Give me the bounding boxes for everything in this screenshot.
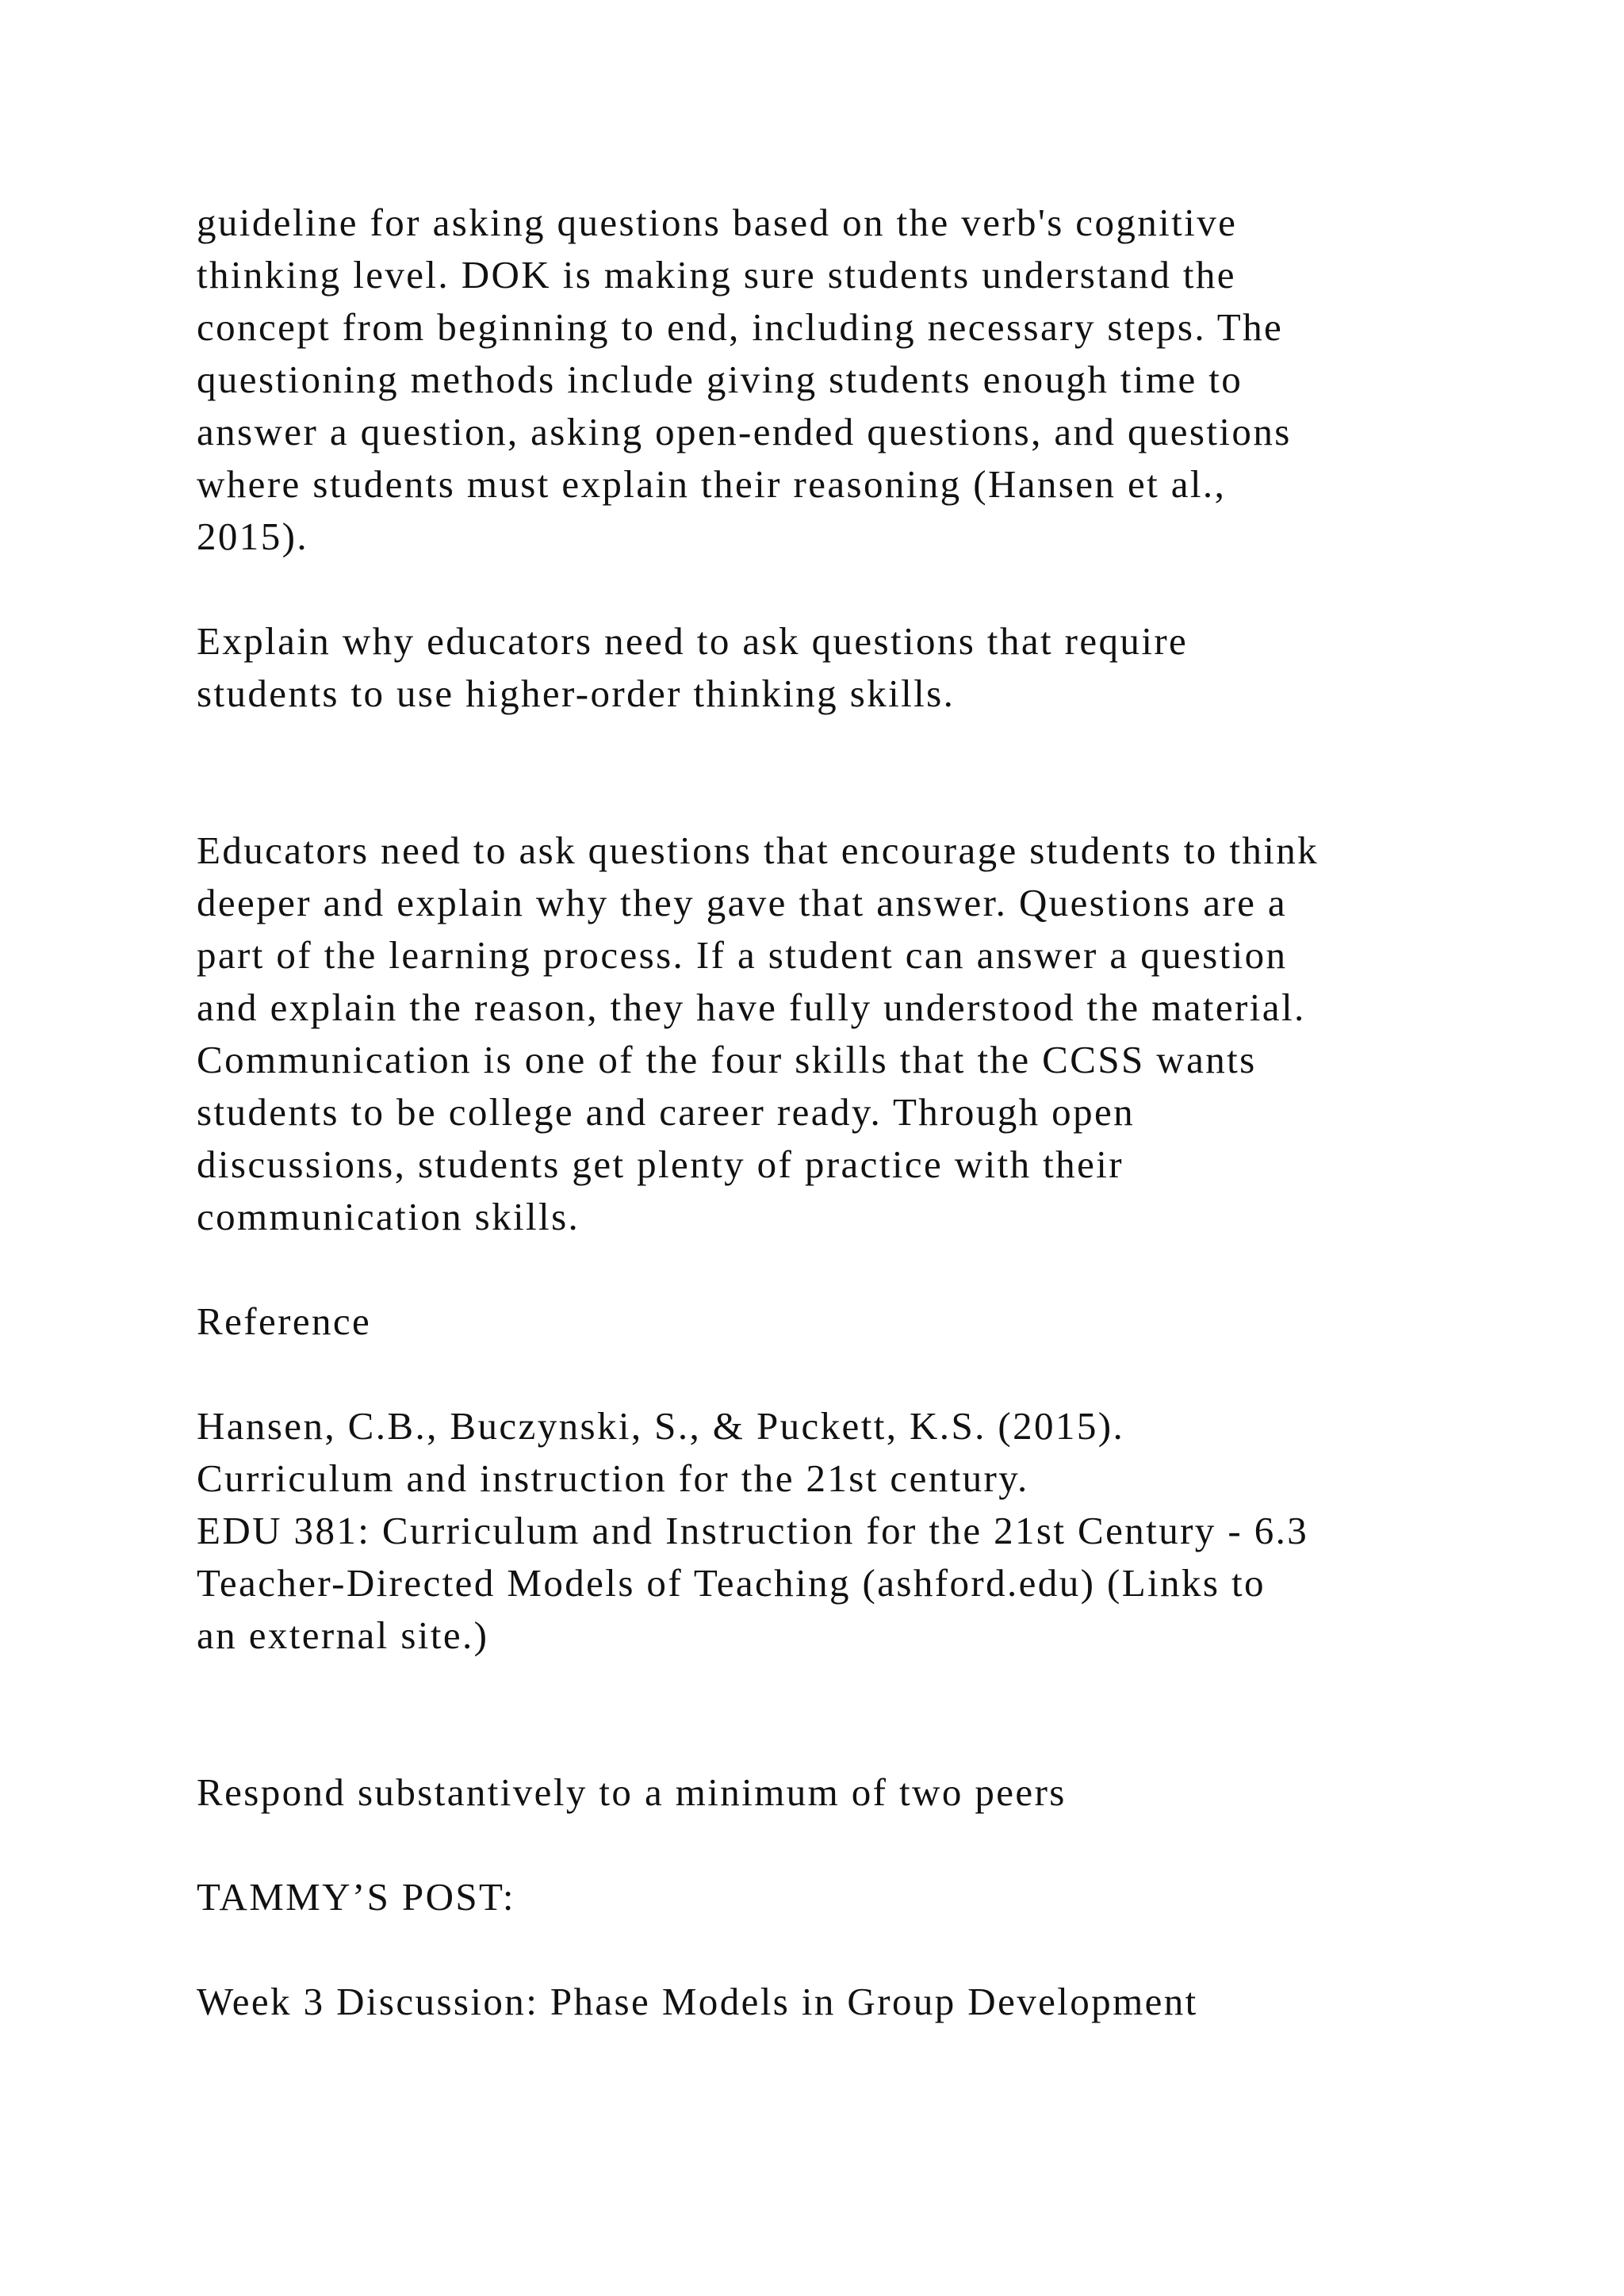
text-line: students to use higher-order thinking skills. <box>197 672 956 715</box>
text-line: Educators need to ask questions that encourage students to think <box>197 828 1320 872</box>
post-author-label <box>197 1871 1450 1923</box>
paragraph-spacer <box>197 1819 1450 1871</box>
paragraph-spacer <box>197 1348 1450 1400</box>
paragraph-answer <box>197 825 1450 1243</box>
reference-heading <box>197 1295 1450 1348</box>
paragraph-spacer <box>197 720 1450 825</box>
post-author-text: TAMMY’S POST: <box>197 1875 515 1919</box>
text-line: concept from beginning to end, including necessary steps. The <box>197 305 1284 349</box>
text-line: thinking level. DOK is making sure students understand the <box>197 253 1236 297</box>
paragraph-spacer <box>197 1923 1450 1976</box>
reference-entry <box>197 1400 1450 1662</box>
text-line: and explain the reason, they have fully understood the material. <box>197 985 1306 1029</box>
text-line: discussions, students get plenty of practice with their <box>197 1142 1124 1186</box>
paragraph-spacer <box>197 1662 1450 1766</box>
reference-link-text: EDU 381: Curriculum and Instruction for the 21st Century - 6.3 <box>197 1509 1309 1552</box>
reference-heading-text: Reference <box>197 1299 372 1343</box>
reference-link-text: an external site.) <box>197 1613 489 1657</box>
discussion-title <box>197 1976 1450 2028</box>
document-body <box>197 197 1450 2028</box>
discussion-title-text: Week 3 Discussion: Phase Models in Group Development <box>197 1980 1198 2023</box>
text-line: where students must explain their reasoning (Hansen et al., <box>197 462 1227 506</box>
text-line: deeper and explain why they gave that answer. Questions are a <box>197 881 1288 924</box>
paragraph-spacer <box>197 563 1450 615</box>
text-line: 2015). <box>197 515 308 558</box>
text-line: answer a question, asking open-ended questions, and questions <box>197 410 1292 453</box>
text-line: questioning methods include giving students enough time to <box>197 358 1243 401</box>
paragraph-guideline <box>197 197 1450 563</box>
text-line: communication skills. <box>197 1195 580 1238</box>
respond-instruction <box>197 1766 1450 1819</box>
text-line: Curriculum and instruction for the 21st century. <box>197 1456 1029 1500</box>
text-line: students to be college and career ready. Through open <box>197 1090 1136 1134</box>
text-line: Hansen, C.B., Buczynski, S., & Puckett, K.S. (2015). <box>197 1404 1125 1448</box>
respond-instruction-text: Respond substantively to a minimum of two peers <box>197 1770 1067 1814</box>
prompt-question <box>197 615 1450 720</box>
text-line: part of the learning process. If a student can answer a question <box>197 933 1288 977</box>
reference-link-text: Teacher-Directed Models of Teaching (ashford.edu) (Links to <box>197 1561 1266 1605</box>
paragraph-spacer <box>197 1243 1450 1295</box>
text-line: Communication is one of the four skills that the CCSS wants <box>197 1038 1257 1081</box>
text-line: Explain why educators need to ask questions that require <box>197 619 1189 663</box>
text-line: guideline for asking questions based on the verb's cognitive <box>197 201 1238 244</box>
